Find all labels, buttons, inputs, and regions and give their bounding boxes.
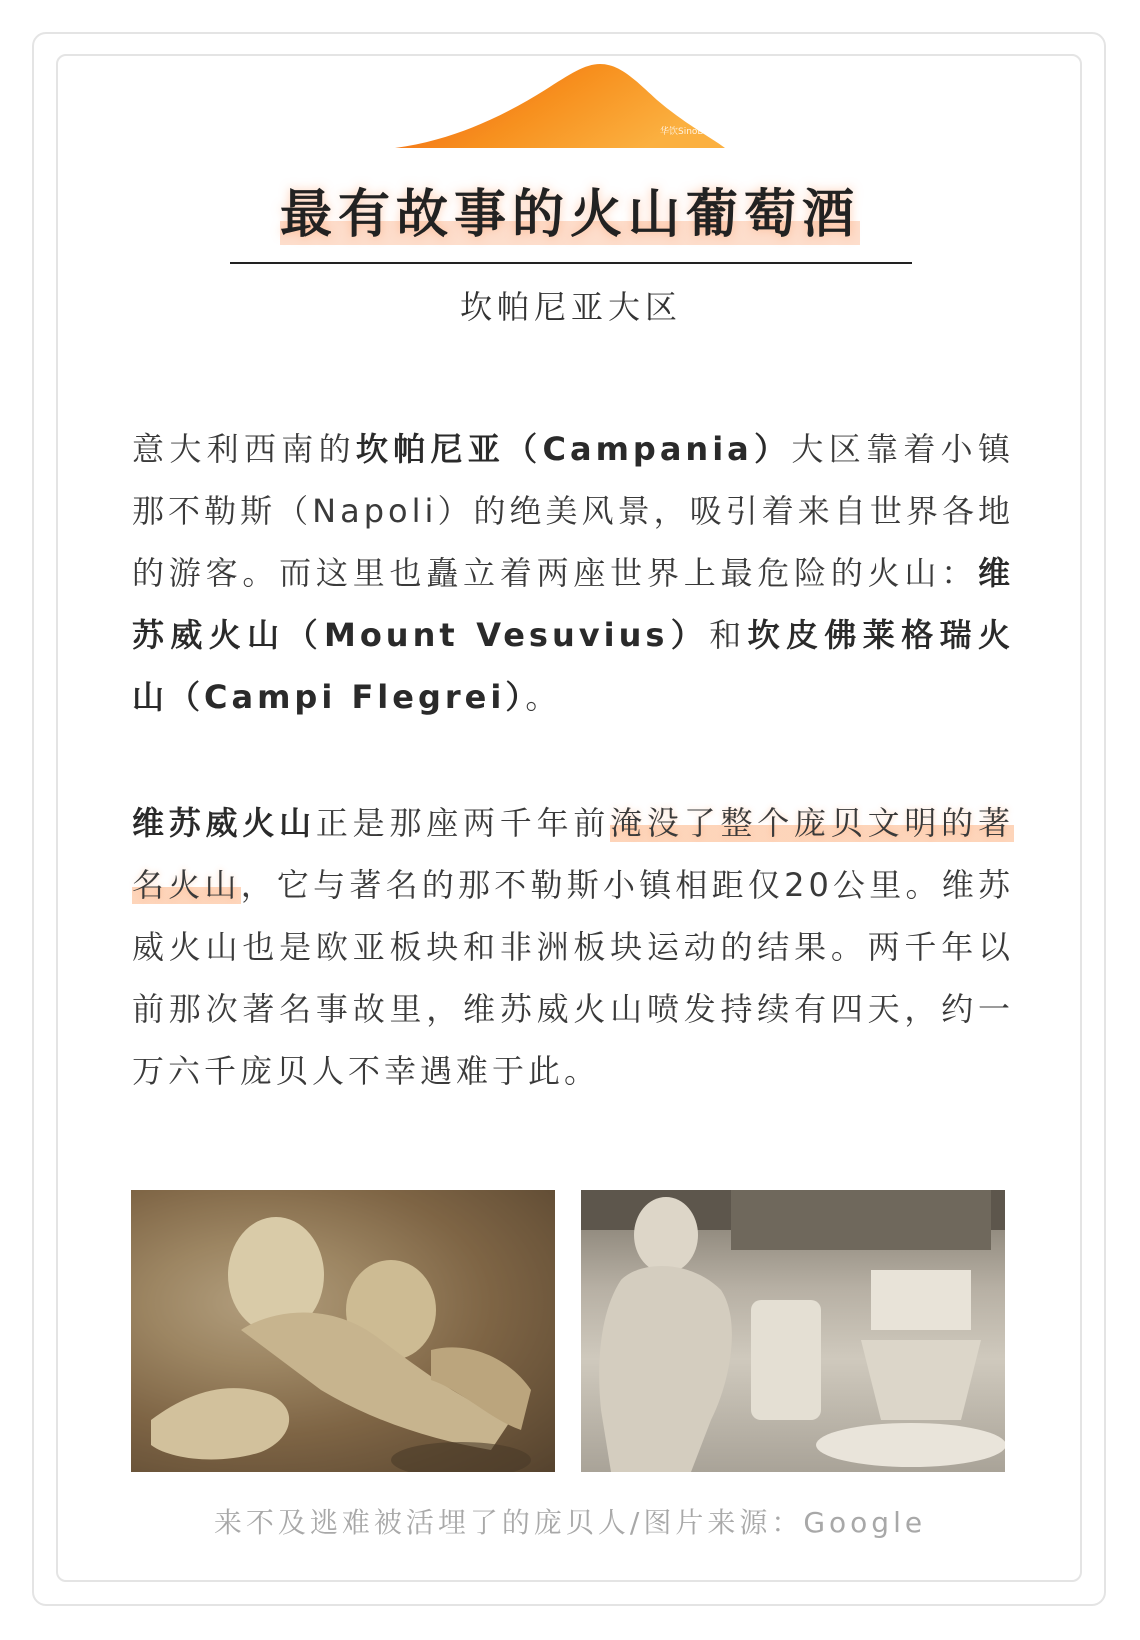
para1-text-4: 。 bbox=[525, 678, 562, 716]
title-divider bbox=[230, 262, 912, 264]
paragraph-vesuvius bbox=[132, 792, 1014, 1102]
photo-body-cast-left bbox=[131, 1190, 555, 1472]
para1-text-1: 意大利西南的 bbox=[132, 430, 356, 468]
para2-vesuvius: 维苏威火山 bbox=[132, 804, 316, 842]
body-cast-left-image bbox=[131, 1190, 555, 1472]
body-cast-right-image bbox=[581, 1190, 1005, 1472]
page-subtitle: 坎帕尼亚大区 bbox=[459, 288, 682, 326]
photo-body-cast-right bbox=[581, 1190, 1005, 1472]
page-title-text: 最有故事的火山葡萄酒 bbox=[279, 185, 860, 245]
para1-text-3: 和 bbox=[709, 616, 748, 654]
para2-text-1: 正是那座两千年前 bbox=[315, 804, 611, 842]
para1-campania: 坎帕尼亚（Campania） bbox=[355, 430, 792, 468]
page-title bbox=[230, 180, 910, 250]
para2-text-2: ，它与著名的那不勒斯小镇相距仅20公里。维苏威火山也是欧亚板块和非洲板块运动的结果。两千年以前那次著名事故里，维苏威火山喷发持续有四天，约一万六千庞贝人不幸遇难于此。 bbox=[132, 866, 1014, 1090]
para1-text-2: 大区靠着小镇那不勒斯（Napoli）的绝美风景，吸引着来自世界各地的游客。而这里也矗立着两座世界上最危险的火山： bbox=[132, 430, 1014, 592]
para1-vesuvius: 维苏威火山（Mount Vesuvius） bbox=[132, 554, 1014, 654]
para1-campi-flegrei: 坎皮佛莱格瑞火山（Campi Flegrei） bbox=[132, 616, 1014, 716]
paragraph-campania bbox=[132, 418, 1014, 728]
photo-caption: 来不及逃难被活埋了的庞贝人/图片来源：Google bbox=[213, 1506, 927, 1539]
watermark: 华饮SinoDrinks bbox=[660, 127, 727, 137]
para2-highlight: 淹没了整个庞贝文明的著名火山 bbox=[132, 804, 1014, 904]
